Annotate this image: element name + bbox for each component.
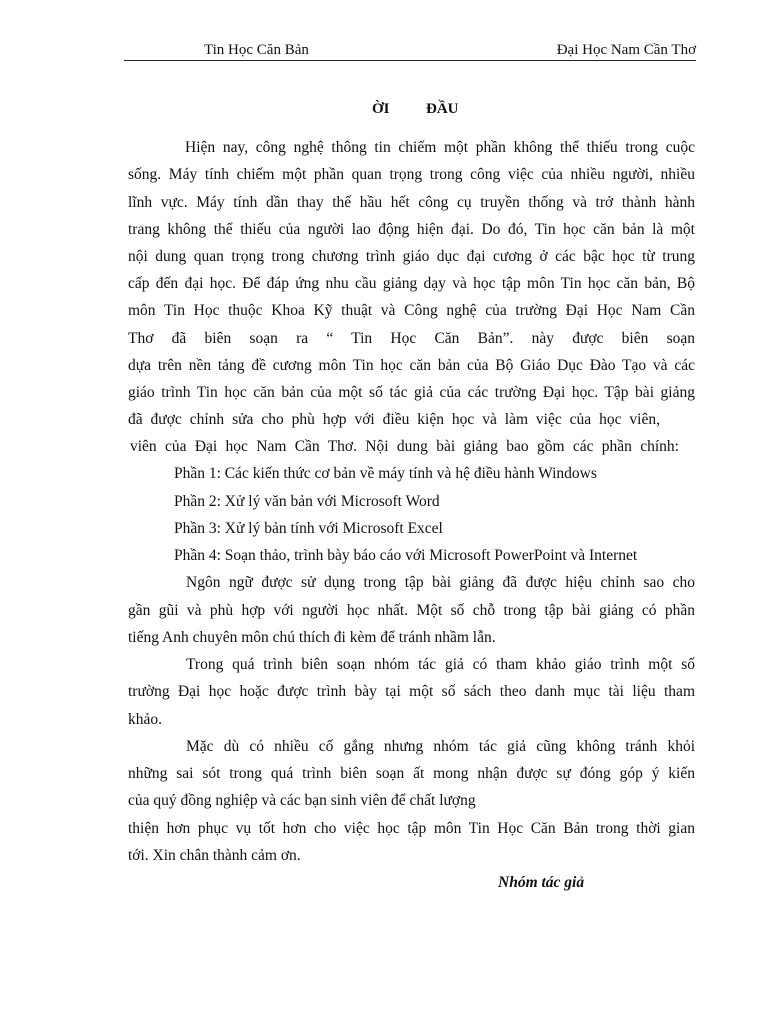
author-signature: Nhóm tác giả <box>498 874 585 891</box>
title-part-2: ĐẦU <box>426 101 459 117</box>
list-item-part-4: Phần 4: Soạn thảo, trình bày báo cáo với Microsoft PowerPoint và Internet <box>174 547 638 564</box>
text-line: của quý đồng nghiệp và các bạn sinh viên để chất lượng <box>128 792 476 809</box>
header-university: Đại Học Nam Cần Thơ <box>556 42 696 58</box>
text-line: môn Tin Học thuộc Khoa Kỹ thuật và Công nghệ của trường Đại Học Nam Cần <box>128 302 695 319</box>
list-item-part-2: Phần 2: Xử lý văn bản với Microsoft Word <box>174 493 440 510</box>
text-line: khảo. <box>128 711 163 728</box>
header-divider <box>124 60 696 61</box>
text-line: trang không thể thiếu của người lao động hiện đại. Do đó, Tin học căn bản là một <box>128 221 695 238</box>
text-line: đã được chỉnh sửa cho phù hợp với điều kiện học và làm việc của học viên, <box>128 411 660 428</box>
text-line: Mặc dù có nhiều cố gắng nhưng nhóm tác giả cũng không tránh khỏi <box>186 738 695 755</box>
list-item-part-3: Phần 3: Xử lý bản tính với Microsoft Excel <box>174 520 443 537</box>
text-line: sống. Máy tính chiếm một phần quan trọng trong công việc của nhiều người, nhiều <box>128 166 695 183</box>
text-line: tiếng Anh chuyên môn chú thích đi kèm để tránh nhầm lẫn. <box>128 629 496 646</box>
page-header <box>124 42 696 60</box>
text-line: Trong quá trình biên soạn nhóm tác giả có tham khảo giáo trình một số <box>186 656 695 673</box>
text-line: tới. Xin chân thành cảm ơn. <box>128 847 301 864</box>
text-line: viên của Đại học Nam Cần Thơ. Nội dung bài giảng bao gồm các phần chính: <box>130 438 679 455</box>
text-line: nội dung quan trọng trong chương trình giáo dục đại cương ở các bậc học từ trung <box>128 248 695 265</box>
text-line: những sai sót trong quá trình biên soạn ất mong nhận được sự đóng góp ý kiến <box>128 765 695 782</box>
text-line: Thơ đã biên soạn ra “ Tin Học Căn Bản”. này được biên soạn <box>128 330 695 347</box>
text-line: Ngôn ngữ được sử dụng trong tập bài giảng đã được hiệu chỉnh sao cho <box>186 574 695 591</box>
list-item-part-1: Phần 1: Các kiến thức cơ bản về máy tính và hệ điều hành Windows <box>174 465 597 482</box>
text-line: Hiện nay, công nghệ thông tin chiếm một phần không thể thiếu trong cuộc <box>185 139 695 156</box>
text-line: cấp đến đại học. Để đáp ứng nhu cầu giảng dạy và học tập môn Tin học căn bản, Bộ <box>128 275 695 292</box>
section-title <box>0 101 768 123</box>
text-line: trường Đại học hoặc được trình bày tại một số sách theo danh mục tài liệu tham <box>128 683 695 700</box>
header-course-title: Tin Học Căn Bản <box>204 42 309 58</box>
text-line: dựa trên nền tảng đề cương môn Tin học căn bản của Bộ Giáo Dục Đào Tạo và các <box>128 357 695 374</box>
text-line: giáo trình Tin học căn bản của một số tác giả của các trường Đại học. Tập bài giảng <box>128 384 695 401</box>
title-part-1: ỜI <box>372 101 390 117</box>
text-line: thiện hơn phục vụ tốt hơn cho việc học tập môn Tin Học Căn Bản trong thời gian <box>128 820 695 837</box>
text-line: gần gũi và phù hợp với người học nhất. Một số chỗ trong tập bài giảng có phần <box>128 602 695 619</box>
text-line: lĩnh vực. Máy tính dần thay thế hầu hết công cụ truyền thống và trở thành hành <box>128 194 695 211</box>
